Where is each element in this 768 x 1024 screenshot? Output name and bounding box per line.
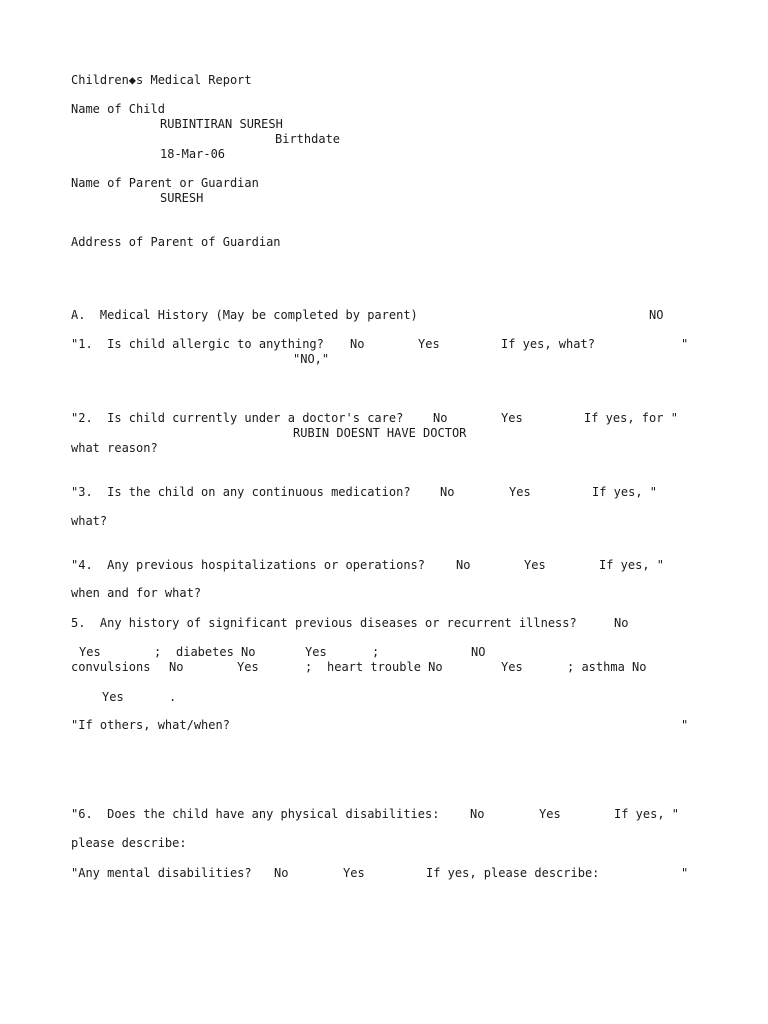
q5-sep-3: ; xyxy=(305,660,313,674)
q5-no-3: No xyxy=(169,660,184,674)
q4-continuation: when and for what? xyxy=(71,586,202,600)
child-name-value: RUBINTIRAN SURESH xyxy=(160,117,283,131)
section-a-heading: A. Medical History (May be completed by parent) xyxy=(71,308,418,322)
q1-answer: "NO," xyxy=(293,352,330,366)
parent-name-label: Name of Parent or Guardian xyxy=(71,176,259,190)
q5-sep-1: ; xyxy=(154,645,162,659)
q2-yes: Yes xyxy=(501,411,523,425)
mental-if-yes: If yes, please describe: xyxy=(426,866,600,880)
q6-yes: Yes xyxy=(539,807,561,821)
q3-yes: Yes xyxy=(509,485,531,499)
q2-continuation: what reason? xyxy=(71,441,158,455)
q2-text: "2. Is child currently under a doctor's care? xyxy=(71,411,404,425)
birthdate-label: Birthdate xyxy=(275,132,341,146)
q6-if-yes: If yes, " xyxy=(614,807,680,821)
q4-text: "4. Any previous hospitalizations or operations? xyxy=(71,558,426,572)
child-name-label: Name of Child xyxy=(71,102,165,116)
mental-close-quote: " xyxy=(681,866,689,880)
q2-answer: RUBIN DOESNT HAVE DOCTOR xyxy=(293,426,467,440)
birthdate-value: 18-Mar-06 xyxy=(160,147,226,161)
q3-no: No xyxy=(440,485,455,499)
q5-others: "If others, what/when? xyxy=(71,718,230,732)
q5-yes-2: Yes xyxy=(305,645,327,659)
q5-heart-trouble-no: heart trouble No xyxy=(327,660,443,674)
q5-diabetes-no: diabetes No xyxy=(176,645,256,659)
q6-continuation: please describe: xyxy=(71,836,187,850)
q1-text: "1. Is child allergic to anything? xyxy=(71,337,324,351)
q5-yes-4: Yes xyxy=(501,660,523,674)
q4-yes: Yes xyxy=(524,558,546,572)
q5-convulsions: convulsions xyxy=(71,660,151,674)
q5-asthma-no: ; asthma No xyxy=(567,660,647,674)
q1-if-yes: If yes, what? xyxy=(501,337,595,351)
q3-text: "3. Is the child on any continuous medication? xyxy=(71,485,411,499)
q3-continuation: what? xyxy=(71,514,108,528)
q1-no: No xyxy=(350,337,365,351)
q5-dot: . xyxy=(169,690,177,704)
document-title: Children◆s Medical Report xyxy=(71,73,252,87)
q5-yes-5: Yes xyxy=(102,690,124,704)
section-a-no: NO xyxy=(649,308,664,322)
mental-no: No xyxy=(274,866,289,880)
q5-no: No xyxy=(614,616,629,630)
q1-close-quote: " xyxy=(681,337,689,351)
q5-text: 5. Any history of significant previous diseases or recurrent illness? xyxy=(71,616,577,630)
q5-others-close-quote: " xyxy=(681,718,689,732)
q2-if-yes: If yes, for " xyxy=(584,411,678,425)
q5-yes-1: Yes xyxy=(79,645,101,659)
address-label: Address of Parent of Guardian xyxy=(71,235,281,249)
q6-no: No xyxy=(470,807,485,821)
q4-if-yes: If yes, " xyxy=(599,558,665,572)
q5-sep-2: ; xyxy=(372,645,380,659)
q5-answer: NO xyxy=(471,645,486,659)
mental-yes: Yes xyxy=(343,866,365,880)
q3-if-yes: If yes, " xyxy=(592,485,658,499)
q5-yes-3: Yes xyxy=(237,660,259,674)
q6-text: "6. Does the child have any physical disabilities: xyxy=(71,807,440,821)
q2-no: No xyxy=(433,411,448,425)
q4-no: No xyxy=(456,558,471,572)
parent-name-value: SURESH xyxy=(160,191,204,205)
mental-disabilities-text: "Any mental disabilities? xyxy=(71,866,252,880)
q1-yes: Yes xyxy=(418,337,440,351)
